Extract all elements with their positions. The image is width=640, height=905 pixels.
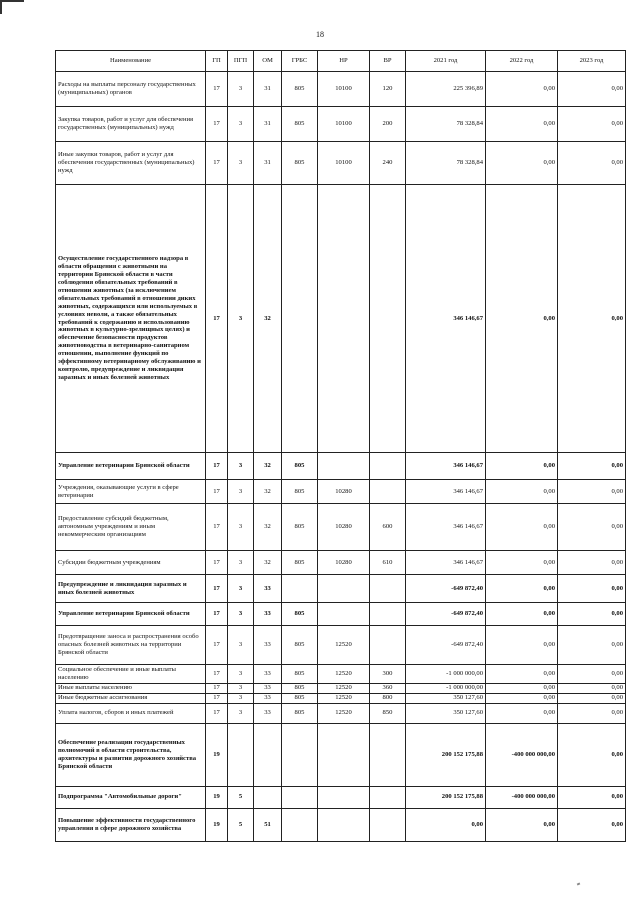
row-name-cell: Повышение эффективности государственного управления в сфере дорожного хозяйства bbox=[56, 808, 206, 841]
row-name-cell: Социальное обеспечение и иные выплаты населению bbox=[56, 665, 206, 684]
row-om-cell: 33 bbox=[254, 665, 282, 684]
row-y2022-cell: 0,00 bbox=[486, 453, 558, 480]
row-om-cell: 31 bbox=[254, 72, 282, 107]
row-nr-cell: 12520 bbox=[318, 626, 370, 665]
row-y2022-cell: -400 000 000,00 bbox=[486, 786, 558, 808]
row-y2021-cell: 346 146,67 bbox=[406, 480, 486, 504]
row-vr-cell bbox=[370, 480, 406, 504]
row-vr-cell: 800 bbox=[370, 693, 406, 703]
row-gp-cell: 17 bbox=[206, 683, 228, 693]
row-gp-cell: 17 bbox=[206, 142, 228, 185]
table-row bbox=[56, 504, 626, 551]
row-om-cell: 31 bbox=[254, 142, 282, 185]
row-nr-cell: 10280 bbox=[318, 504, 370, 551]
row-grbs-cell: 805 bbox=[282, 703, 318, 723]
row-y2021-cell: 346 146,67 bbox=[406, 551, 486, 575]
row-y2022-cell: 0,00 bbox=[486, 665, 558, 684]
row-grbs-cell: 805 bbox=[282, 665, 318, 684]
row-pgp-cell: 3 bbox=[228, 575, 254, 603]
row-gp-cell: 17 bbox=[206, 480, 228, 504]
row-y2021-cell: 346 146,67 bbox=[406, 504, 486, 551]
row-vr-cell: 200 bbox=[370, 107, 406, 142]
row-y2023-cell: 0,00 bbox=[558, 504, 626, 551]
row-nr-cell bbox=[318, 723, 370, 786]
row-gp-cell: 19 bbox=[206, 808, 228, 841]
row-pgp-cell: 5 bbox=[228, 808, 254, 841]
row-y2021-cell: -649 872,40 bbox=[406, 626, 486, 665]
row-pgp-cell: 3 bbox=[228, 626, 254, 665]
row-gp-cell: 17 bbox=[206, 107, 228, 142]
row-grbs-cell: 805 bbox=[282, 107, 318, 142]
row-pgp-cell: 3 bbox=[228, 603, 254, 626]
row-gp-cell: 17 bbox=[206, 185, 228, 453]
row-om-cell: 33 bbox=[254, 683, 282, 693]
row-pgp-cell: 3 bbox=[228, 683, 254, 693]
row-y2021-cell: -649 872,40 bbox=[406, 575, 486, 603]
row-nr-cell: 10280 bbox=[318, 480, 370, 504]
row-grbs-cell: 805 bbox=[282, 504, 318, 551]
row-nr-cell: 10100 bbox=[318, 142, 370, 185]
row-pgp-cell bbox=[228, 723, 254, 786]
row-vr-cell bbox=[370, 603, 406, 626]
row-name-cell: Управление ветеринарии Брянской области bbox=[56, 453, 206, 480]
row-y2023-cell: 0,00 bbox=[558, 185, 626, 453]
table-row bbox=[56, 786, 626, 808]
row-y2021-cell: -1 000 000,00 bbox=[406, 683, 486, 693]
row-nr-cell: 12520 bbox=[318, 693, 370, 703]
row-y2021-cell: 225 396,89 bbox=[406, 72, 486, 107]
row-y2023-cell: 0,00 bbox=[558, 575, 626, 603]
row-grbs-cell bbox=[282, 808, 318, 841]
row-pgp-cell: 3 bbox=[228, 185, 254, 453]
row-vr-cell: 360 bbox=[370, 683, 406, 693]
row-grbs-cell: 805 bbox=[282, 693, 318, 703]
row-nr-cell: 10100 bbox=[318, 72, 370, 107]
header-cell: ГП bbox=[206, 51, 228, 72]
table-row bbox=[56, 665, 626, 684]
row-vr-cell: 850 bbox=[370, 703, 406, 723]
row-pgp-cell: 3 bbox=[228, 72, 254, 107]
row-y2023-cell: 0,00 bbox=[558, 808, 626, 841]
row-y2021-cell: 350 127,60 bbox=[406, 703, 486, 723]
row-om-cell: 31 bbox=[254, 107, 282, 142]
header-cell: ГРБС bbox=[282, 51, 318, 72]
row-y2022-cell: 0,00 bbox=[486, 693, 558, 703]
row-y2023-cell: 0,00 bbox=[558, 683, 626, 693]
row-grbs-cell: 805 bbox=[282, 603, 318, 626]
table-header-row bbox=[56, 51, 626, 72]
row-y2021-cell: 346 146,67 bbox=[406, 453, 486, 480]
row-y2022-cell: -400 000 000,00 bbox=[486, 723, 558, 786]
row-nr-cell: 12520 bbox=[318, 665, 370, 684]
row-pgp-cell: 3 bbox=[228, 703, 254, 723]
row-vr-cell: 300 bbox=[370, 665, 406, 684]
row-y2023-cell: 0,00 bbox=[558, 665, 626, 684]
row-y2021-cell: 0,00 bbox=[406, 808, 486, 841]
table-row bbox=[56, 185, 626, 453]
row-grbs-cell: 805 bbox=[282, 551, 318, 575]
row-vr-cell: 610 bbox=[370, 551, 406, 575]
row-y2022-cell: 0,00 bbox=[486, 603, 558, 626]
row-name-cell: Предоставление субсидий бюджетным, автономным учреждениям и иным некоммерческим организациям bbox=[56, 504, 206, 551]
row-pgp-cell: 3 bbox=[228, 665, 254, 684]
row-pgp-cell: 3 bbox=[228, 504, 254, 551]
row-nr-cell: 10280 bbox=[318, 551, 370, 575]
row-y2021-cell: 78 328,84 bbox=[406, 142, 486, 185]
row-om-cell: 32 bbox=[254, 480, 282, 504]
row-om-cell: 32 bbox=[254, 453, 282, 480]
row-y2022-cell: 0,00 bbox=[486, 626, 558, 665]
row-y2023-cell: 0,00 bbox=[558, 626, 626, 665]
row-name-cell: Предотвращение заноса и распространения особо опасных болезней животных на территории Брянской области bbox=[56, 626, 206, 665]
row-gp-cell: 17 bbox=[206, 626, 228, 665]
table-row bbox=[56, 551, 626, 575]
header-cell: ПГП bbox=[228, 51, 254, 72]
row-om-cell: 33 bbox=[254, 693, 282, 703]
row-grbs-cell bbox=[282, 786, 318, 808]
header-cell: НР bbox=[318, 51, 370, 72]
header-cell: Наименование bbox=[56, 51, 206, 72]
row-name-cell: Иные закупки товаров, работ и услуг для обеспечения государственных (муниципальных) нужд bbox=[56, 142, 206, 185]
row-y2021-cell: 350 127,60 bbox=[406, 693, 486, 703]
row-vr-cell bbox=[370, 786, 406, 808]
table-body bbox=[56, 72, 626, 842]
table-row bbox=[56, 480, 626, 504]
row-nr-cell bbox=[318, 575, 370, 603]
page-corner-mark bbox=[0, 0, 24, 14]
row-pgp-cell: 3 bbox=[228, 480, 254, 504]
row-pgp-cell: 3 bbox=[228, 142, 254, 185]
row-vr-cell: 240 bbox=[370, 142, 406, 185]
page-number: 18 bbox=[316, 30, 324, 39]
row-pgp-cell: 3 bbox=[228, 551, 254, 575]
row-om-cell bbox=[254, 786, 282, 808]
row-y2022-cell: 0,00 bbox=[486, 575, 558, 603]
header-cell: 2021 год bbox=[406, 51, 486, 72]
row-name-cell: Иные выплаты населению bbox=[56, 683, 206, 693]
row-name-cell: Осуществление государственного надзора в области обращения с животными на территории Брянской области в части соблюдения обязательных требований в отношении животных (за исключением обязательных требований в отношении диких животных, содержащихся или используемых в условиях неволи, а также обязательных требований к содержанию и использованию животных в культурно-зрелищных целях) и обеспечение безопасности продуктов животноводства в ветеринарно-санитарном отношении, выполнение функций по эффективному ветеринарному обслуживанию и контролю, предупреждение и ликвидация заразных и иных болезней животных bbox=[56, 185, 206, 453]
row-nr-cell: 10100 bbox=[318, 107, 370, 142]
row-y2021-cell: 346 146,67 bbox=[406, 185, 486, 453]
table-row bbox=[56, 693, 626, 703]
row-grbs-cell: 805 bbox=[282, 626, 318, 665]
table-row bbox=[56, 72, 626, 107]
row-om-cell bbox=[254, 723, 282, 786]
row-y2023-cell: 0,00 bbox=[558, 693, 626, 703]
budget-table bbox=[55, 50, 626, 842]
row-gp-cell: 17 bbox=[206, 603, 228, 626]
row-y2023-cell: 0,00 bbox=[558, 703, 626, 723]
row-vr-cell bbox=[370, 626, 406, 665]
table-row bbox=[56, 808, 626, 841]
header-cell: ОМ bbox=[254, 51, 282, 72]
row-pgp-cell: 3 bbox=[228, 693, 254, 703]
row-grbs-cell: 805 bbox=[282, 142, 318, 185]
row-y2022-cell: 0,00 bbox=[486, 504, 558, 551]
row-y2023-cell: 0,00 bbox=[558, 72, 626, 107]
row-y2023-cell: 0,00 bbox=[558, 142, 626, 185]
row-y2023-cell: 0,00 bbox=[558, 480, 626, 504]
row-gp-cell: 17 bbox=[206, 703, 228, 723]
row-name-cell: Подпрограмма "Автомобильные дороги" bbox=[56, 786, 206, 808]
row-gp-cell: 19 bbox=[206, 786, 228, 808]
table-row bbox=[56, 142, 626, 185]
row-grbs-cell: 805 bbox=[282, 683, 318, 693]
row-gp-cell: 17 bbox=[206, 693, 228, 703]
row-grbs-cell bbox=[282, 575, 318, 603]
row-y2022-cell: 0,00 bbox=[486, 683, 558, 693]
scan-speck bbox=[577, 882, 581, 885]
row-name-cell: Закупка товаров, работ и услуг для обеспечения государственных (муниципальных) нужд bbox=[56, 107, 206, 142]
row-y2023-cell: 0,00 bbox=[558, 453, 626, 480]
row-nr-cell bbox=[318, 808, 370, 841]
row-pgp-cell: 3 bbox=[228, 107, 254, 142]
row-om-cell: 33 bbox=[254, 603, 282, 626]
row-nr-cell bbox=[318, 453, 370, 480]
row-nr-cell bbox=[318, 185, 370, 453]
row-vr-cell: 600 bbox=[370, 504, 406, 551]
row-y2021-cell: -649 872,40 bbox=[406, 603, 486, 626]
row-grbs-cell: 805 bbox=[282, 453, 318, 480]
row-gp-cell: 17 bbox=[206, 551, 228, 575]
row-pgp-cell: 3 bbox=[228, 453, 254, 480]
row-y2021-cell: 78 328,84 bbox=[406, 107, 486, 142]
header-cell: 2023 год bbox=[558, 51, 626, 72]
row-y2023-cell: 0,00 bbox=[558, 786, 626, 808]
row-om-cell: 33 bbox=[254, 703, 282, 723]
row-pgp-cell: 5 bbox=[228, 786, 254, 808]
row-vr-cell bbox=[370, 575, 406, 603]
row-y2022-cell: 0,00 bbox=[486, 703, 558, 723]
row-gp-cell: 17 bbox=[206, 575, 228, 603]
row-vr-cell bbox=[370, 723, 406, 786]
row-y2022-cell: 0,00 bbox=[486, 142, 558, 185]
row-name-cell: Учреждения, оказывающие услуги в сфере ветеринарии bbox=[56, 480, 206, 504]
row-y2021-cell: -1 000 000,00 bbox=[406, 665, 486, 684]
row-y2021-cell: 200 152 175,88 bbox=[406, 723, 486, 786]
row-name-cell: Уплата налогов, сборов и иных платежей bbox=[56, 703, 206, 723]
row-nr-cell bbox=[318, 786, 370, 808]
row-name-cell: Расходы на выплаты персоналу государственных (муниципальных) органов bbox=[56, 72, 206, 107]
row-gp-cell: 17 bbox=[206, 72, 228, 107]
header-cell: ВР bbox=[370, 51, 406, 72]
row-vr-cell bbox=[370, 808, 406, 841]
row-gp-cell: 19 bbox=[206, 723, 228, 786]
row-nr-cell: 12520 bbox=[318, 683, 370, 693]
row-grbs-cell: 805 bbox=[282, 72, 318, 107]
row-y2022-cell: 0,00 bbox=[486, 107, 558, 142]
table-row bbox=[56, 107, 626, 142]
row-grbs-cell bbox=[282, 723, 318, 786]
row-name-cell: Предупреждение и ликвидация заразных и иных болезней животных bbox=[56, 575, 206, 603]
row-gp-cell: 17 bbox=[206, 453, 228, 480]
table-row bbox=[56, 603, 626, 626]
table-row bbox=[56, 723, 626, 786]
row-y2023-cell: 0,00 bbox=[558, 723, 626, 786]
row-y2022-cell: 0,00 bbox=[486, 185, 558, 453]
row-om-cell: 32 bbox=[254, 504, 282, 551]
row-nr-cell: 12520 bbox=[318, 703, 370, 723]
row-om-cell: 51 bbox=[254, 808, 282, 841]
row-om-cell: 33 bbox=[254, 575, 282, 603]
row-grbs-cell bbox=[282, 185, 318, 453]
row-om-cell: 33 bbox=[254, 626, 282, 665]
row-name-cell: Обеспечение реализации государственных полномочий в области строительства, архитектуры и развития дорожного хозяйства Брянской области bbox=[56, 723, 206, 786]
row-y2022-cell: 0,00 bbox=[486, 480, 558, 504]
row-om-cell: 32 bbox=[254, 551, 282, 575]
row-gp-cell: 17 bbox=[206, 504, 228, 551]
row-name-cell: Субсидии бюджетным учреждениям bbox=[56, 551, 206, 575]
table-row bbox=[56, 453, 626, 480]
row-vr-cell bbox=[370, 453, 406, 480]
table-row bbox=[56, 626, 626, 665]
row-name-cell: Управление ветеринарии Брянской области bbox=[56, 603, 206, 626]
row-name-cell: Иные бюджетные ассигнования bbox=[56, 693, 206, 703]
table-row bbox=[56, 575, 626, 603]
table-row bbox=[56, 703, 626, 723]
row-grbs-cell: 805 bbox=[282, 480, 318, 504]
row-vr-cell: 120 bbox=[370, 72, 406, 107]
row-om-cell: 32 bbox=[254, 185, 282, 453]
row-gp-cell: 17 bbox=[206, 665, 228, 684]
row-y2022-cell: 0,00 bbox=[486, 808, 558, 841]
row-y2021-cell: 200 152 175,88 bbox=[406, 786, 486, 808]
row-y2023-cell: 0,00 bbox=[558, 107, 626, 142]
row-vr-cell bbox=[370, 185, 406, 453]
row-y2022-cell: 0,00 bbox=[486, 72, 558, 107]
header-cell: 2022 год bbox=[486, 51, 558, 72]
row-y2022-cell: 0,00 bbox=[486, 551, 558, 575]
row-y2023-cell: 0,00 bbox=[558, 603, 626, 626]
row-nr-cell bbox=[318, 603, 370, 626]
table-row bbox=[56, 683, 626, 693]
row-y2023-cell: 0,00 bbox=[558, 551, 626, 575]
